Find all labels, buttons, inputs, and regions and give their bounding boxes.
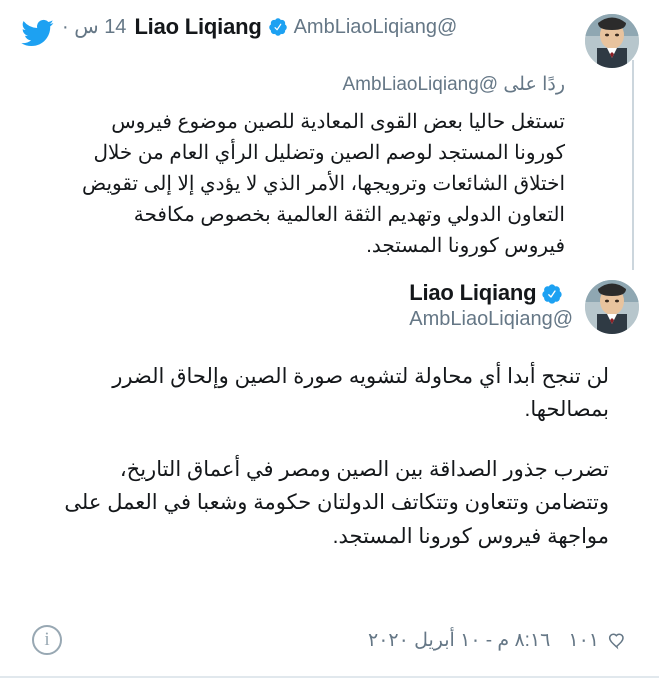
verified-badge-icon — [268, 17, 288, 37]
parent-tweet[interactable] — [0, 0, 659, 262]
tweet-footer — [0, 622, 659, 658]
like-count: ١٠١ — [568, 629, 599, 651]
twitter-bird-icon — [20, 16, 54, 50]
child-name-row — [409, 280, 563, 306]
heart-icon[interactable] — [607, 630, 627, 650]
reply-to-label: ردًا على @AmbLiaoLiqiang — [342, 74, 565, 95]
child-avatar[interactable] — [585, 280, 639, 334]
child-tweet[interactable] — [0, 262, 659, 554]
parent-display-name: Liao Liqiang — [134, 14, 262, 39]
verified-badge-icon — [543, 283, 563, 303]
child-handle[interactable]: @AmbLiaoLiqiang — [409, 307, 573, 330]
parent-handle[interactable]: @AmbLiaoLiqiang — [293, 15, 458, 38]
child-tweet-paragraph-2: تضرب جذور الصداقة بين الصين ومصر في أعماق التاريخ، وتتضامن وتتعاون وتتكاتف الدولتان حكومة وشعبا في العمل على مواجهة فيروس كورونا المستجد. — [58, 457, 609, 548]
child-identity[interactable] — [409, 280, 573, 331]
info-icon[interactable]: i — [32, 625, 62, 655]
parent-avatar[interactable] — [585, 14, 639, 68]
child-tweet-header — [20, 280, 639, 334]
child-display-name: Liao Liqiang — [409, 279, 537, 305]
parent-timestamp: 14 س · — [62, 16, 127, 38]
child-tweet-paragraph-1: لن تنجح أبدا أي محاولة لتشويه صورة الصين وإلحاق الضرر بمصالحها. — [106, 364, 609, 422]
parent-tweet-header — [20, 14, 639, 68]
tweet-datetime: ٨:١٦ م - ١٠ أبريل ٢٠٢٠ — [367, 629, 551, 651]
tweet-meta — [368, 629, 627, 652]
parent-identity[interactable] — [134, 14, 577, 40]
parent-tweet-text: تستغل حاليا بعض القوى المعادية للصين موضوع فيروس كورونا المستجد لوصم الصين وتضليل الرأي العام من خلال اختلاق الشائعات وترويجها، الأمر الذي لا يؤدي إلا إلى تقويض التعاون الدولي وتهديم الثقة العالمية بخصوص مكافحة فيروس كورونا المستجد. — [76, 110, 565, 257]
like-group[interactable] — [568, 629, 627, 652]
